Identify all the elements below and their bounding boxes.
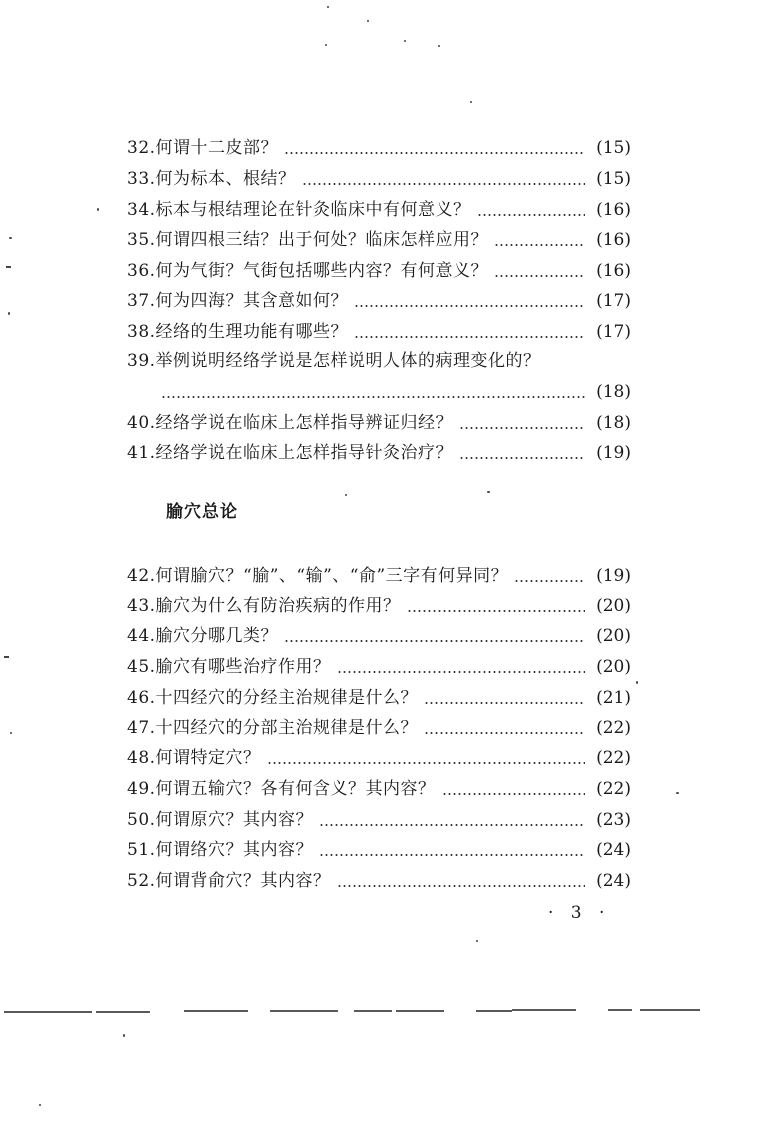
- scan-artifact-rule: [0, 1000, 777, 1020]
- scan-speck: [404, 40, 406, 42]
- scan-speck: [487, 491, 490, 493]
- dot-leader: [477, 214, 585, 216]
- toc-entry-page: (16): [596, 261, 631, 281]
- toc-entry-page: (21): [596, 688, 631, 708]
- toc-entry-title: 32.何谓十二皮部？: [127, 138, 279, 158]
- toc-entry-page: (18): [596, 413, 631, 433]
- toc-entry-title: 45.腧穴有哪些治疗作用？: [127, 657, 331, 677]
- scan-speck: [4, 656, 9, 658]
- toc-entry-title: 47.十四经穴的分部主治规律是什么？: [127, 718, 419, 738]
- toc-entry: [127, 621, 631, 651]
- dot-leader: [407, 610, 585, 612]
- scan-speck: [10, 732, 12, 734]
- toc-entry-title: 50.何谓原穴？其内容？: [127, 810, 314, 830]
- scan-speck: [9, 237, 12, 239]
- toc-entry-title: 51.何谓络穴？其内容？: [127, 840, 314, 860]
- dot-leader: [424, 732, 585, 734]
- toc-entry-page: (23): [596, 810, 631, 830]
- dot-leader: [514, 580, 585, 582]
- toc-entry: [127, 256, 631, 286]
- toc-entry: [127, 683, 631, 713]
- dot-leader: [319, 824, 585, 826]
- dot-leader: [337, 885, 585, 887]
- dot-leader: [354, 336, 585, 338]
- toc-entry-title: 48.何谓特定穴？: [127, 748, 261, 768]
- toc-entry: [127, 713, 631, 743]
- toc-entry-title: 42.何谓腧穴？“腧”、“输”、“俞”三字有何异同？: [127, 566, 509, 586]
- dot-leader: [161, 396, 585, 398]
- toc-entry-page: (24): [596, 840, 631, 860]
- dot-leader: [424, 702, 585, 704]
- dot-leader: [284, 152, 585, 154]
- toc-entry: [127, 835, 631, 865]
- dot-leader: [494, 244, 585, 246]
- toc-entry-title: 35.何谓四根三结？出于何处？临床怎样应用？: [127, 230, 489, 250]
- scan-speck: [8, 312, 10, 315]
- scan-speck: [327, 6, 329, 8]
- toc-entry-page: (15): [596, 138, 631, 158]
- toc-entry: [127, 774, 631, 804]
- toc-entry-title: 44.腧穴分哪几类？: [127, 626, 279, 646]
- toc-entry-page: (20): [596, 626, 631, 646]
- scan-speck: [97, 208, 99, 211]
- dot-leader: [459, 457, 585, 459]
- section-heading: 腧穴总论: [166, 502, 238, 522]
- toc-entry-page: (19): [596, 566, 631, 586]
- toc-entry: [127, 225, 631, 255]
- toc-entry: [127, 743, 631, 773]
- scan-speck: [6, 266, 11, 268]
- toc-entry: [127, 346, 631, 376]
- toc-entry: [127, 438, 631, 468]
- toc-entry-page: (16): [596, 200, 631, 220]
- toc-entry-page: (20): [596, 596, 631, 616]
- dot-leader: [284, 640, 585, 642]
- dot-leader: [442, 793, 585, 795]
- scan-speck: [123, 1034, 125, 1037]
- scan-speck: [345, 494, 347, 496]
- dot-leader: [354, 305, 585, 307]
- toc-entry-title: 43.腧穴为什么有防治疾病的作用？: [127, 596, 401, 616]
- scan-speck: [438, 45, 440, 47]
- toc-entry-page: (22): [596, 779, 631, 799]
- toc-entry: [127, 164, 631, 194]
- dot-leader: [319, 854, 585, 856]
- dot-leader: [494, 275, 585, 277]
- toc-entry-title: 41.经络学说在临床上怎样指导针灸治疗？: [127, 443, 454, 463]
- dot-leader: [267, 762, 585, 764]
- scan-speck: [476, 940, 478, 942]
- page-number: · 3 ·: [548, 903, 611, 923]
- toc-entry-title: 37.何为四海？其含意如何？: [127, 291, 349, 311]
- toc-entry: [127, 805, 631, 835]
- toc-entry-title: 49.何谓五输穴？各有何含义？其内容？: [127, 779, 436, 799]
- toc-entry: [127, 866, 631, 896]
- toc-entry: [127, 317, 631, 347]
- toc-entry: [127, 195, 631, 225]
- dot-leader: [302, 183, 585, 185]
- toc-entry: [127, 652, 631, 682]
- scan-speck: [470, 101, 472, 103]
- toc-entry-title: 34.标本与根结理论在针灸临床中有何意义？: [127, 200, 471, 220]
- toc-entry-title: 39.举例说明经络学说是怎样说明人体的病理变化的？: [127, 351, 541, 371]
- scan-speck: [367, 20, 369, 22]
- toc-entry-title: 36.何为气街？气街包括哪些内容？有何意义？: [127, 261, 489, 281]
- scan-speck: [676, 792, 679, 794]
- toc-entry-page: (19): [596, 443, 631, 463]
- toc-entry: [127, 561, 631, 591]
- toc-entry-title: 40.经络学说在临床上怎样指导辨证归经？: [127, 413, 454, 433]
- toc-entry-page: (22): [596, 718, 631, 738]
- toc-entry: [127, 133, 631, 163]
- toc-entry-page: (17): [596, 322, 631, 342]
- toc-entry-page: (20): [596, 657, 631, 677]
- toc-entry-page: (22): [596, 748, 631, 768]
- toc-entry-page: (15): [596, 169, 631, 189]
- toc-entry-continuation: [127, 377, 631, 407]
- toc-entry-title: 46.十四经穴的分经主治规律是什么？: [127, 688, 419, 708]
- toc-entry-title: 33.何为标本、根结？: [127, 169, 296, 189]
- toc-entry-title: 52.何谓背俞穴？其内容？: [127, 871, 331, 891]
- toc-entry-page: (17): [596, 291, 631, 311]
- toc-entry: [127, 286, 631, 316]
- toc-entry: [127, 408, 631, 438]
- scan-speck: [39, 1104, 41, 1106]
- toc-entry-page: (18): [596, 382, 631, 402]
- toc-entry-title: 38.经络的生理功能有哪些？: [127, 322, 349, 342]
- dot-leader: [337, 671, 585, 673]
- scan-speck: [636, 681, 638, 684]
- toc-entry-page: (24): [596, 871, 631, 891]
- scan-speck: [325, 44, 327, 46]
- dot-leader: [459, 427, 585, 429]
- toc-entry: [127, 591, 631, 621]
- toc-entry-page: (16): [596, 230, 631, 250]
